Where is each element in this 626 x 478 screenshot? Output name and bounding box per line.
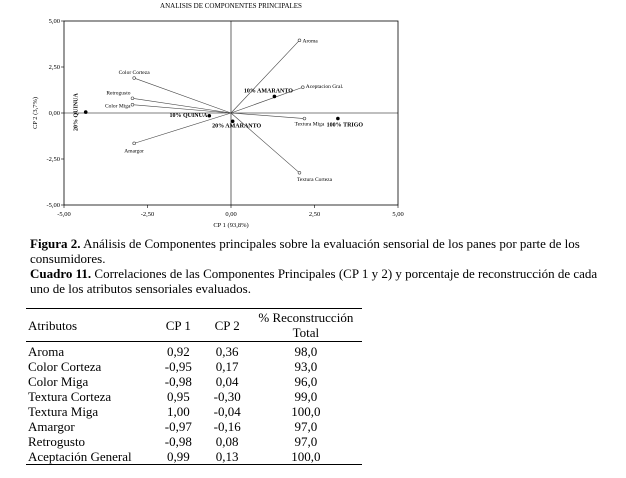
table-row [26, 434, 362, 449]
sample-point [207, 114, 211, 118]
table-caption [30, 266, 610, 296]
vector-endpoint [298, 39, 301, 42]
vector-line [231, 113, 304, 119]
table-caption-label: Cuadro 11. [30, 266, 92, 281]
vector-label: Textura Miga [294, 121, 325, 128]
cell-cp1: -0,95 [164, 359, 192, 374]
cell-cp1: 0,99 [166, 449, 190, 464]
header-reconstruction [250, 309, 362, 342]
sample-label: 20% AMARANTO [212, 123, 262, 130]
cell-attribute: Aceptación General [28, 449, 132, 464]
vector-label: Color Corteza [118, 70, 150, 77]
table-body [26, 342, 362, 465]
vector-label: Aroma [302, 38, 318, 45]
header-cp2: CP 2 [205, 309, 250, 342]
attribute-vectors [105, 38, 344, 182]
cell-total: 99,0 [294, 389, 318, 404]
correlation-table-wrapper [26, 308, 362, 465]
vector-endpoint [303, 117, 306, 120]
cell-total: 97,0 [294, 434, 318, 449]
cell-total: 93,0 [294, 359, 318, 374]
correlation-table [26, 308, 362, 465]
cell-attribute: Textura Miga [28, 404, 99, 419]
vector-line [132, 98, 231, 113]
cell-attribute: Color Corteza [28, 359, 102, 374]
cell-cp1: 0,92 [166, 344, 190, 359]
x-tick-label: 0,00 [225, 211, 237, 218]
vector-endpoint [133, 77, 136, 80]
vector-label: Color Miga [104, 103, 131, 110]
pca-biplot [0, 0, 626, 232]
cell-cp2: 0,13 [215, 449, 239, 464]
vector-label: Retrogusto [106, 90, 131, 97]
table-row [26, 359, 362, 374]
vector-label: Textura Corteza [296, 176, 333, 183]
cell-attribute: Aroma [28, 344, 65, 359]
table-row [26, 374, 362, 389]
sample-label: 20% QUINUA [73, 93, 80, 132]
sample-point [336, 117, 340, 121]
y-axis-label: CP 2 (3,7%) [32, 96, 39, 130]
sample-label: 100% TRIGO [326, 122, 364, 129]
cell-attribute: Color Miga [28, 374, 89, 389]
y-tick-label: 0,00 [48, 110, 60, 117]
cell-cp2: 0,04 [215, 374, 239, 389]
cell-cp1: 0,95 [166, 389, 190, 404]
table-row [26, 342, 362, 360]
figure-caption [30, 236, 610, 266]
sample-point [273, 95, 277, 99]
cell-cp2: 0,36 [215, 344, 239, 359]
table-row [26, 389, 362, 404]
cell-cp2: -0,04 [213, 404, 241, 419]
y-tick-label: 5,00 [48, 18, 60, 25]
vector-endpoint [133, 142, 136, 145]
x-tick-label: -2,50 [140, 211, 155, 218]
cell-cp2: 0,17 [215, 359, 239, 374]
cell-total: 96,0 [294, 374, 318, 389]
cell-cp1: 1,00 [166, 404, 190, 419]
vector-label: Amargor [124, 148, 145, 155]
cell-cp2: -0,30 [213, 389, 241, 404]
cell-attribute: Textura Corteza [28, 389, 112, 404]
x-tick-label: 2,50 [308, 211, 321, 218]
cell-cp1: -0,97 [164, 419, 192, 434]
sample-point [84, 110, 88, 114]
cell-total: 97,0 [294, 419, 318, 434]
table-row [26, 404, 362, 419]
axes [46, 18, 403, 218]
cell-attribute: Amargor [28, 419, 75, 434]
y-tick-label: -5,00 [46, 202, 60, 209]
vector-line [134, 78, 231, 113]
x-tick-label: -5,00 [57, 211, 71, 218]
cell-total: 100,0 [291, 404, 321, 419]
x-tick-label: 5,00 [392, 211, 404, 218]
cell-cp1: -0,98 [164, 374, 192, 389]
header-attributes: Atributos [26, 309, 152, 342]
cell-cp1: -0,98 [164, 434, 192, 449]
header-reconstruction-line1: % Reconstrucción [258, 310, 354, 325]
sample-label: 10% AMARANTO [243, 88, 293, 95]
vector-endpoint [131, 97, 134, 100]
table-row [26, 419, 362, 434]
cell-cp2: 0,08 [215, 434, 239, 449]
chart-title: ANALISIS DE COMPONENTES PRINCIPALES [160, 2, 302, 10]
vector-endpoint [131, 103, 134, 106]
y-tick-label: -2,50 [46, 156, 60, 163]
sample-label: 10% QUINUA [169, 112, 208, 119]
vector-endpoint [298, 171, 301, 174]
vector-label: Aceptacion Gral. [305, 84, 344, 91]
vector-line [132, 105, 231, 113]
cell-cp2: -0,16 [213, 419, 241, 434]
y-tick-label: 2,50 [48, 64, 60, 71]
table-caption-text: Correlaciones de las Componentes Principales (CP 1 y 2) y porcentaje de reconstrucción de cada uno de los atributos sensoriales evaluados. [30, 266, 598, 296]
vector-line [231, 113, 299, 173]
vector-endpoint [301, 86, 304, 89]
header-reconstruction-line2: Total [292, 325, 320, 340]
header-cp1: CP 1 [152, 309, 205, 342]
table-row [26, 449, 362, 465]
figure-caption-text: Análisis de Componentes principales sobre la evaluación sensorial de los panes por parte de los consumidores. [30, 236, 580, 266]
cell-total: 100,0 [291, 449, 321, 464]
figure-caption-label: Figura 2. [30, 236, 81, 251]
cell-total: 98,0 [294, 344, 318, 359]
cell-attribute: Retrogusto [28, 434, 86, 449]
vector-line [231, 40, 299, 113]
x-axis-label: CP 1 (93,8%) [213, 222, 249, 229]
table-header-row [26, 309, 362, 342]
